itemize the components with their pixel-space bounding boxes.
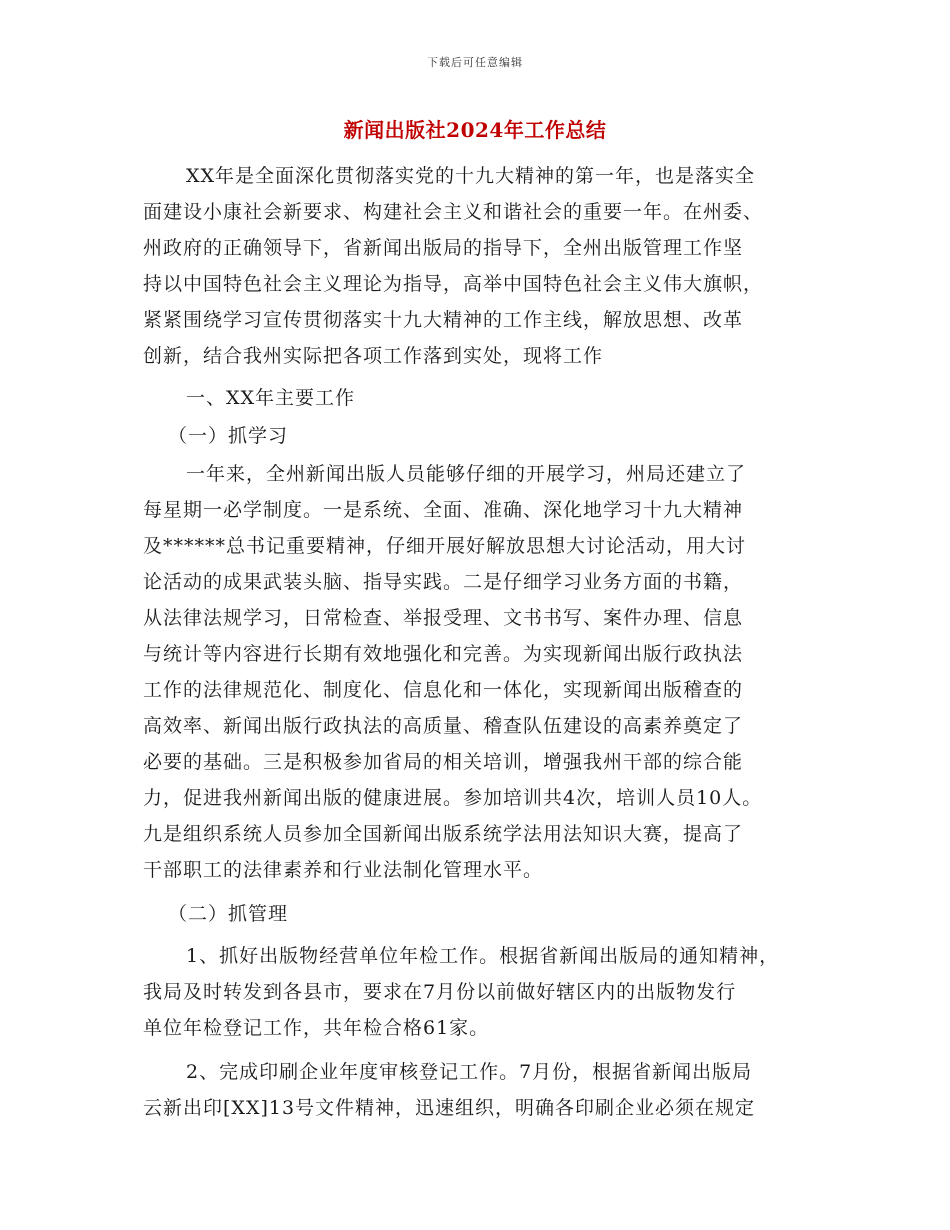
body-line: 我局及时转发到各县市，要求在7月份以前做好辖区内的出版物发行 — [143, 981, 737, 1003]
body-line: 2、完成印刷企业年度审核登记工作。7月份，根据省新闻出版局 — [186, 1061, 753, 1083]
subsection-heading: （二）抓管理 — [168, 903, 289, 925]
body-line: 从法律法规学习，日常检查、举报受理、文书书写、案件办理、信息 — [143, 607, 744, 629]
body-line: 州政府的正确领导下，省新闻出版局的指导下，全州出版管理工作坚 — [143, 237, 744, 259]
body-line: 高效率、新闻出版行政执法的高质量、稽查队伍建设的高素养奠定了 — [143, 715, 744, 737]
body-line: 紧紧围绕学习宣传贯彻落实十九大精神的工作主线，解放思想、改革 — [143, 309, 744, 331]
body-line: 一年来，全州新闻出版人员能够仔细的开展学习，州局还建立了 — [186, 463, 747, 485]
body-line: 干部职工的法律素养和行业法制化管理水平。 — [143, 859, 544, 881]
body-line: 单位年检登记工作，共年检合格61家。 — [143, 1017, 490, 1039]
body-line: 面建设小康社会新要求、构建社会主义和谐社会的重要一年。在州委、 — [143, 201, 764, 223]
body-line: 力，促进我州新闻出版的健康进展。参加培训共4次，培训人员10人。 — [143, 787, 763, 809]
document-title: 新闻出版社2024年工作总结 — [343, 118, 607, 142]
body-line: 九是组织系统人员参加全国新闻出版系统学法用法知识大赛，提高了 — [143, 823, 744, 845]
subsection-heading: （一）抓学习 — [168, 425, 289, 447]
body-line: 1、抓好出版物经营单位年检工作。根据省新闻出版局的通知精神， — [186, 945, 780, 967]
body-line: XX年是全面深化贯彻落实党的十九大精神的第一年，也是落实全 — [186, 165, 756, 187]
body-line: 工作的法律规范化、制度化、信息化和一体化，实现新闻出版稽查的 — [143, 679, 744, 701]
body-line: 创新，结合我州实际把各项工作落到实处，现将工作 — [143, 345, 604, 367]
body-line: 每星期一必学制度。一是系统、全面、准确、深化地学习十九大精神 — [143, 499, 744, 521]
section-heading: 一、XX年主要工作 — [186, 387, 356, 409]
body-line: 云新出印[XX]13号文件精神，迅速组织，明确各印刷企业必须在规定 — [143, 1097, 756, 1119]
body-line: 论活动的成果武装头脑、指导实践。二是仔细学习业务方面的书籍， — [143, 571, 744, 593]
body-line: 持以中国特色社会主义理论为指导，高举中国特色社会主义伟大旗帜， — [143, 273, 764, 295]
body-line: 必要的基础。三是积极参加省局的相关培训，增强我州干部的综合能 — [143, 751, 744, 773]
header-note: 下载后可任意编辑 — [427, 56, 523, 69]
body-line: 及******总书记重要精神，仔细开展好解放思想大讨论活动，用大讨 — [143, 535, 747, 557]
body-line: 与统计等内容进行长期有效地强化和完善。为实现新闻出版行政执法 — [143, 643, 744, 665]
